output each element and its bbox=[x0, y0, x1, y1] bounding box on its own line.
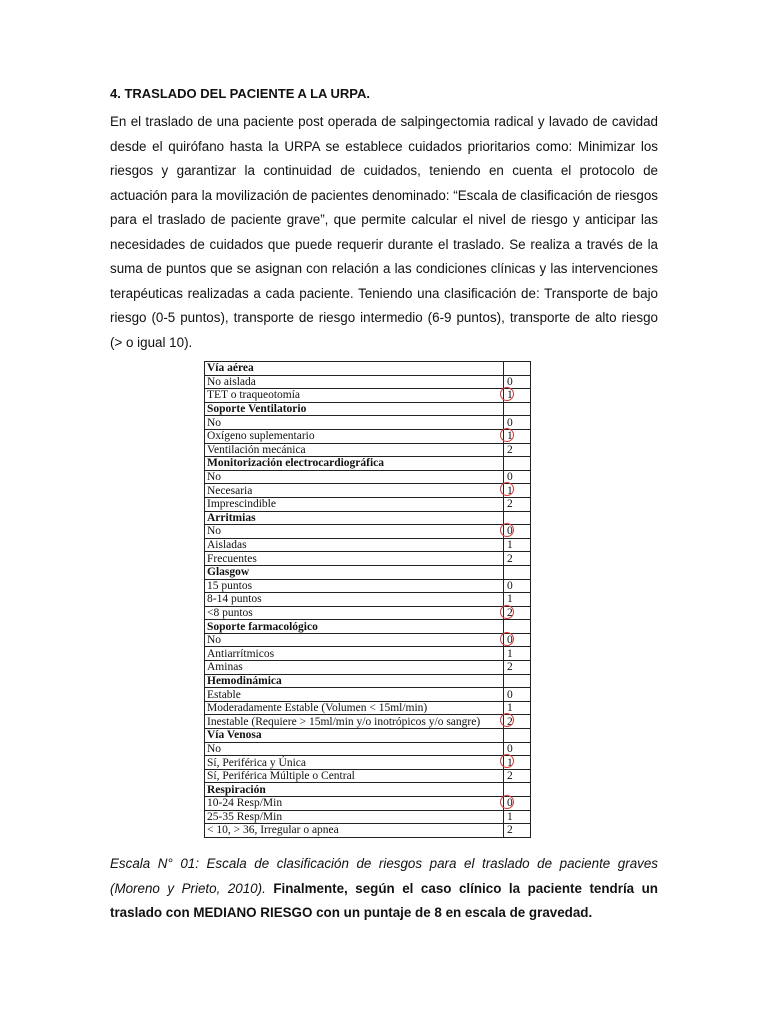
section-title: Vía aérea bbox=[205, 362, 504, 376]
score-cell bbox=[504, 457, 531, 471]
table-section-row bbox=[205, 402, 531, 416]
score-cell bbox=[504, 429, 531, 443]
table-row bbox=[205, 429, 531, 443]
criterion-label: <8 puntos bbox=[205, 606, 504, 620]
table-row bbox=[205, 661, 531, 675]
table-row bbox=[205, 756, 531, 770]
score-cell bbox=[504, 810, 531, 824]
score-value: 1 bbox=[507, 702, 513, 715]
score-value: 0 bbox=[507, 688, 513, 701]
criterion-label: Oxígeno suplementario bbox=[205, 429, 504, 443]
table-row bbox=[205, 525, 531, 539]
score-cell bbox=[504, 511, 531, 525]
score-cell bbox=[504, 620, 531, 634]
score-value: 0 bbox=[507, 471, 513, 484]
table-row bbox=[205, 647, 531, 661]
criterion-label: 15 puntos bbox=[205, 579, 504, 593]
score-cell bbox=[504, 783, 531, 797]
score-cell bbox=[504, 715, 531, 729]
criterion-label: Imprescindible bbox=[205, 497, 504, 511]
score-cell bbox=[504, 756, 531, 770]
score-cell bbox=[504, 647, 531, 661]
score-value: 0 bbox=[507, 375, 513, 388]
score-cell bbox=[504, 606, 531, 620]
score-value: 1 bbox=[507, 539, 513, 552]
score-cell bbox=[504, 362, 531, 376]
criterion-label: Aminas bbox=[205, 661, 504, 675]
section-heading: 4. TRASLADO DEL PACIENTE A LA URPA. bbox=[110, 86, 371, 101]
score-value: 2 bbox=[507, 552, 513, 565]
criterion-label: Inestable (Requiere > 15ml/min y/o inotrópicos y/o sangre) bbox=[205, 715, 504, 729]
score-value: 0 bbox=[507, 797, 513, 810]
score-cell bbox=[504, 824, 531, 838]
score-cell bbox=[504, 484, 531, 498]
section-title: Vía Venosa bbox=[205, 729, 504, 743]
criterion-label: 10-24 Resp/Min bbox=[205, 797, 504, 811]
table-row bbox=[205, 715, 531, 729]
criterion-label: No bbox=[205, 416, 504, 430]
score-value: 0 bbox=[507, 579, 513, 592]
figure-caption bbox=[110, 852, 658, 926]
table-row bbox=[205, 470, 531, 484]
table-row bbox=[205, 443, 531, 457]
table-section-row bbox=[205, 511, 531, 525]
criterion-label: Antiarrítmicos bbox=[205, 647, 504, 661]
score-cell bbox=[504, 742, 531, 756]
score-cell bbox=[504, 701, 531, 715]
criterion-label: Ventilación mecánica bbox=[205, 443, 504, 457]
table-section-row bbox=[205, 362, 531, 376]
criterion-label: Sí, Periférica Múltiple o Central bbox=[205, 769, 504, 783]
score-value: 0 bbox=[507, 416, 513, 429]
score-cell bbox=[504, 538, 531, 552]
criterion-label: TET o traqueotomía bbox=[205, 389, 504, 403]
criterion-label: Aisladas bbox=[205, 538, 504, 552]
table-row bbox=[205, 375, 531, 389]
caption-text-1: Finalmente, según el caso clínico la paciente tendría un traslado con bbox=[110, 880, 658, 920]
table-row bbox=[205, 593, 531, 607]
caption-text-2: con un puntaje de 8 en escala de gravedad. bbox=[312, 905, 593, 920]
score-value: 1 bbox=[507, 389, 513, 402]
section-title: Glasgow bbox=[205, 565, 504, 579]
table-section-row bbox=[205, 783, 531, 797]
table-section-row bbox=[205, 457, 531, 471]
criterion-label: < 10, > 36, Irregular o apnea bbox=[205, 824, 504, 838]
table-row bbox=[205, 688, 531, 702]
criterion-label: 8-14 puntos bbox=[205, 593, 504, 607]
score-cell bbox=[504, 375, 531, 389]
score-value: 1 bbox=[507, 810, 513, 823]
table-row bbox=[205, 824, 531, 838]
table-row bbox=[205, 606, 531, 620]
caption-citation: Escala N° 01: Escala de clasificación de riesgos para el traslado de paciente graves (Moreno y Prieto, 2010). bbox=[110, 856, 658, 896]
score-value: 2 bbox=[507, 770, 513, 783]
caption-emphasis: MEDIANO RIESGO bbox=[193, 905, 313, 920]
table-section-row bbox=[205, 565, 531, 579]
criterion-label: No bbox=[205, 742, 504, 756]
score-cell bbox=[504, 633, 531, 647]
score-value: 0 bbox=[507, 525, 513, 538]
risk-scale-table bbox=[204, 361, 531, 838]
score-value: 2 bbox=[507, 715, 513, 728]
score-value: 1 bbox=[507, 647, 513, 660]
score-value: 2 bbox=[507, 606, 513, 619]
score-value: 0 bbox=[507, 742, 513, 755]
table-row bbox=[205, 538, 531, 552]
table-row bbox=[205, 389, 531, 403]
table-row bbox=[205, 579, 531, 593]
score-cell bbox=[504, 688, 531, 702]
table-row bbox=[205, 810, 531, 824]
score-value: 0 bbox=[507, 634, 513, 647]
criterion-label: Estable bbox=[205, 688, 504, 702]
score-cell bbox=[504, 497, 531, 511]
criterion-label: No bbox=[205, 470, 504, 484]
score-value: 2 bbox=[507, 443, 513, 456]
criterion-label: Necesaria bbox=[205, 484, 504, 498]
table-row bbox=[205, 633, 531, 647]
body-paragraph: En el traslado de una paciente post operada de salpingectomia radical y lavado de cavidad desde el quirófano hasta la URPA se establece cuidados prioritarios como: Minimizar los riesgos y garantizar la continuidad de cuidados, teniendo en cuenta el protocolo de actuación para la movilización de pacientes denominado: “Escala de clasificación de riesgos para el traslado de paciente grave”, que permite calcular el nivel de riesgo y anticipar las necesidades de cuidados que puede requerir durante el traslado. Se realiza a través de la suma de puntos que se asignan con relación a las condiciones clínicas y las intervenciones terapéuticas realizadas a cada paciente. Teniendo una clasificación de: Transporte de bajo riesgo (0-5 puntos), transporte de riesgo intermedio (6-9 puntos), transporte de alto riesgo (> o igual 10). bbox=[110, 114, 658, 350]
section-title: Soporte Ventilatorio bbox=[205, 402, 504, 416]
score-cell bbox=[504, 661, 531, 675]
score-cell bbox=[504, 729, 531, 743]
score-value: 1 bbox=[507, 484, 513, 497]
criterion-label: No bbox=[205, 525, 504, 539]
score-cell bbox=[504, 674, 531, 688]
table-row bbox=[205, 742, 531, 756]
table-row bbox=[205, 701, 531, 715]
section-title: Soporte farmacológico bbox=[205, 620, 504, 634]
score-cell bbox=[504, 402, 531, 416]
criterion-label: Frecuentes bbox=[205, 552, 504, 566]
score-cell bbox=[504, 389, 531, 403]
score-cell bbox=[504, 470, 531, 484]
table-row bbox=[205, 484, 531, 498]
score-value: 1 bbox=[507, 756, 513, 769]
score-cell bbox=[504, 593, 531, 607]
section-title: Hemodinámica bbox=[205, 674, 504, 688]
score-value: 1 bbox=[507, 430, 513, 443]
table-row bbox=[205, 497, 531, 511]
criterion-label: Moderadamente Estable (Volumen < 15ml/min) bbox=[205, 701, 504, 715]
table-row bbox=[205, 797, 531, 811]
section-title: Respiración bbox=[205, 783, 504, 797]
score-cell bbox=[504, 769, 531, 783]
criterion-label: No bbox=[205, 633, 504, 647]
table-row bbox=[205, 769, 531, 783]
score-cell bbox=[504, 565, 531, 579]
score-cell bbox=[504, 443, 531, 457]
criterion-label: Sí, Periférica y Única bbox=[205, 756, 504, 770]
score-value: 1 bbox=[507, 593, 513, 606]
score-value: 2 bbox=[507, 824, 513, 837]
criterion-label: 25-35 Resp/Min bbox=[205, 810, 504, 824]
table-row bbox=[205, 416, 531, 430]
score-cell bbox=[504, 525, 531, 539]
score-cell bbox=[504, 552, 531, 566]
table-section-row bbox=[205, 620, 531, 634]
table-section-row bbox=[205, 674, 531, 688]
score-value: 2 bbox=[507, 498, 513, 511]
score-value: 2 bbox=[507, 661, 513, 674]
score-cell bbox=[504, 416, 531, 430]
score-cell bbox=[504, 579, 531, 593]
table-row bbox=[205, 552, 531, 566]
section-title: Monitorización electrocardiográfica bbox=[205, 457, 504, 471]
score-cell bbox=[504, 797, 531, 811]
section-title: Arritmias bbox=[205, 511, 504, 525]
criterion-label: No aislada bbox=[205, 375, 504, 389]
table-section-row bbox=[205, 729, 531, 743]
